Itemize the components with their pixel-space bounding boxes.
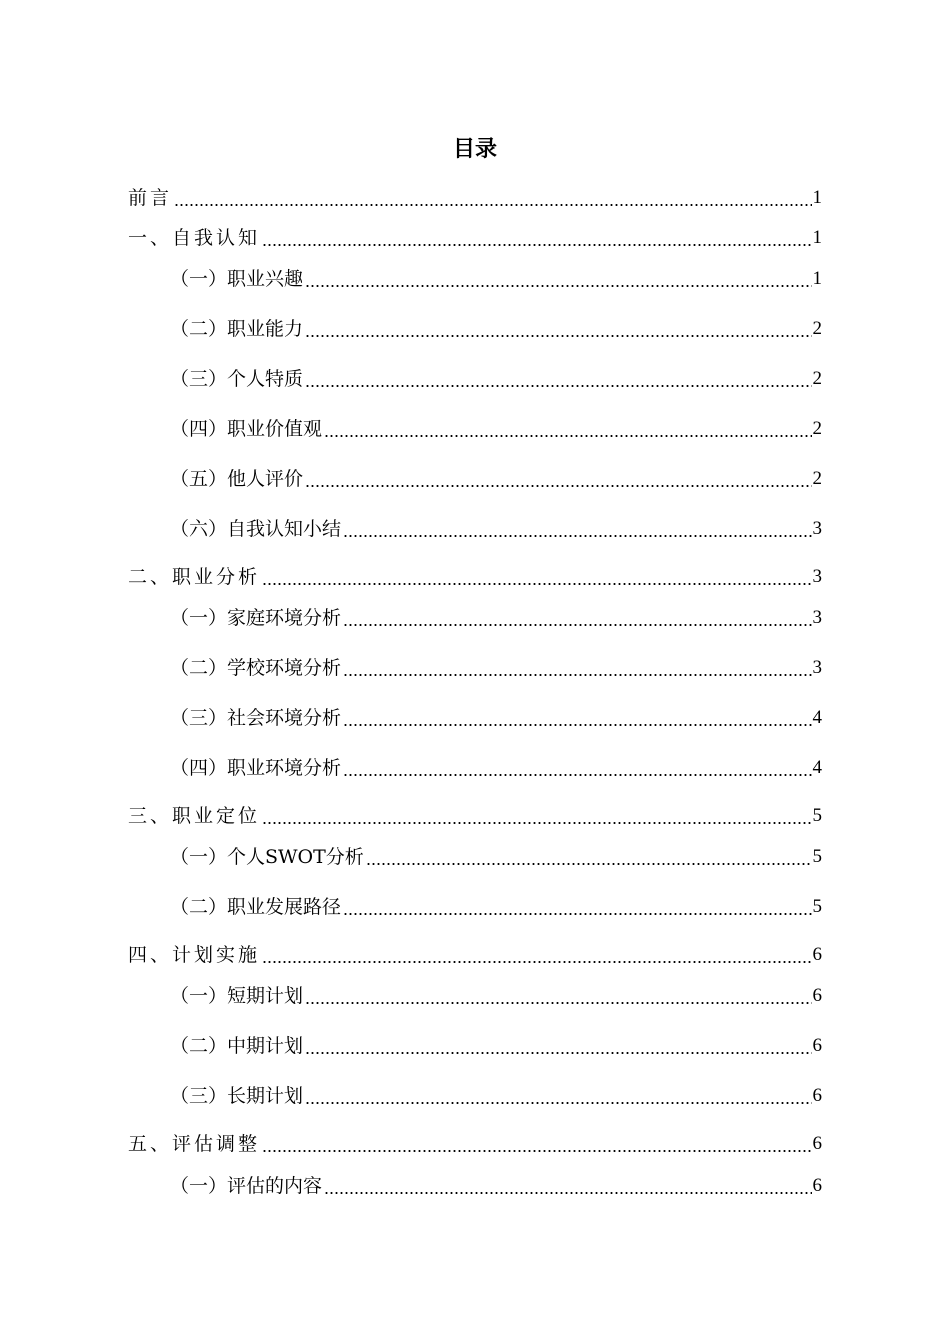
toc-entry-section[interactable] (170, 704, 822, 732)
toc-entry-label: 一、自我认知 (128, 227, 261, 249)
toc-entry-page: 6 (812, 1175, 822, 1196)
toc-entry-section[interactable] (170, 654, 822, 682)
toc-entry-label: （五）他人评价 (170, 468, 304, 490)
toc-entry-label: （一）家庭环境分析 (170, 607, 342, 629)
toc-entry-section[interactable] (170, 1032, 822, 1060)
toc-entry-label: （四）职业价值观 (170, 418, 323, 440)
toc-entry-label: （二）职业能力 (170, 318, 304, 340)
toc-entry-page: 2 (812, 468, 822, 489)
toc-entry-section[interactable] (170, 754, 822, 782)
toc-entry-page: 3 (812, 657, 822, 678)
toc-entry-section[interactable] (170, 1172, 822, 1200)
toc-entry-page: 4 (812, 707, 822, 728)
toc-leader-dots (305, 368, 811, 388)
toc-entry-label: （二）中期计划 (170, 1035, 304, 1057)
toc-entry-label: 四、计划实施 (128, 944, 261, 966)
toc-entry-section[interactable] (170, 515, 822, 543)
toc-entry-page: 5 (812, 896, 822, 917)
toc-leader-dots (324, 1175, 811, 1195)
toc-entry-page: 6 (812, 1133, 822, 1154)
toc-entry-label: （一）评估的内容 (170, 1175, 323, 1197)
toc-entry-preface[interactable] (128, 184, 822, 212)
toc-entry-chapter-5[interactable] (128, 1130, 822, 1158)
toc-entry-page: 5 (812, 805, 822, 826)
toc-entry-section[interactable] (170, 465, 822, 493)
toc-leader-dots (305, 985, 811, 1005)
toc-entry-page: 1 (812, 187, 822, 208)
toc-entry-section[interactable] (170, 893, 822, 921)
toc-leader-dots (305, 1035, 811, 1055)
toc-leader-dots (305, 468, 811, 488)
toc-entry-chapter-1[interactable] (128, 224, 822, 252)
toc-entry-label: 前言 (128, 187, 173, 209)
toc-entry-page: 6 (812, 1035, 822, 1056)
toc-entry-label: 二、职业分析 (128, 566, 261, 588)
toc-leader-dots (324, 418, 811, 438)
toc-entry-page: 6 (812, 985, 822, 1006)
toc-entry-section[interactable] (170, 982, 822, 1010)
toc-entry-label: 五、评估调整 (128, 1133, 261, 1155)
toc-leader-dots (262, 566, 811, 586)
toc-title: 目录 (452, 137, 497, 162)
toc-entry-label: （三）社会环境分析 (170, 707, 342, 729)
toc-entry-section[interactable] (170, 315, 822, 343)
toc-entry-chapter-3[interactable] (128, 802, 822, 830)
toc-entry-page: 3 (812, 518, 822, 539)
toc-entry-page: 4 (812, 757, 822, 778)
toc-entry-page: 6 (812, 944, 822, 965)
toc-entry-label: （二）学校环境分析 (170, 657, 342, 679)
toc-leader-dots (366, 846, 812, 866)
toc-leader-dots (343, 518, 811, 538)
toc-entry-label: 三、职业定位 (128, 805, 261, 827)
toc-leader-dots (305, 318, 811, 338)
toc-leader-dots (174, 187, 811, 207)
toc-entry-label: （一）职业兴趣 (170, 268, 304, 290)
toc-leader-dots (343, 707, 811, 727)
toc-leader-dots (262, 227, 811, 247)
toc-entry-page: 6 (812, 1085, 822, 1106)
toc-leader-dots (343, 607, 811, 627)
toc-entry-page: 2 (812, 418, 822, 439)
toc-entry-page: 1 (812, 268, 822, 289)
toc-leader-dots (343, 657, 811, 677)
toc-entry-page: 2 (812, 368, 822, 389)
toc-entry-section[interactable] (170, 1082, 822, 1110)
toc-entry-chapter-2[interactable] (128, 563, 822, 591)
toc-entry-label: （三）长期计划 (170, 1085, 304, 1107)
toc-entry-label: （四）职业环境分析 (170, 757, 342, 779)
toc-entry-label: （三）个人特质 (170, 368, 304, 390)
toc-leader-dots (262, 1133, 811, 1153)
toc-entry-label: （一）短期计划 (170, 985, 304, 1007)
toc-leader-dots (343, 896, 811, 916)
toc-leader-dots (262, 805, 811, 825)
toc-entry-page: 2 (812, 318, 822, 339)
toc-entry-label: （六）自我认知小结 (170, 518, 342, 540)
toc-entry-section[interactable] (170, 604, 822, 632)
toc-entry-label: （二）职业发展路径 (170, 896, 342, 918)
toc-leader-dots (305, 1085, 811, 1105)
toc-leader-dots (343, 757, 811, 777)
toc-entry-section[interactable] (170, 365, 822, 393)
toc-entry-page: 1 (812, 227, 822, 248)
toc-leader-dots (262, 944, 811, 964)
toc-entry-section[interactable] (170, 415, 822, 443)
toc-leader-dots (305, 268, 811, 288)
toc-entry-chapter-4[interactable] (128, 941, 822, 969)
toc-entry-page: 3 (812, 607, 822, 628)
toc-entry-label: （一）个人SWOT分析 (170, 846, 364, 868)
toc-entry-page: 5 (812, 846, 822, 867)
toc-entry-section[interactable] (170, 843, 822, 871)
toc-entry-section[interactable] (170, 265, 822, 293)
toc-entry-page: 3 (812, 566, 822, 587)
